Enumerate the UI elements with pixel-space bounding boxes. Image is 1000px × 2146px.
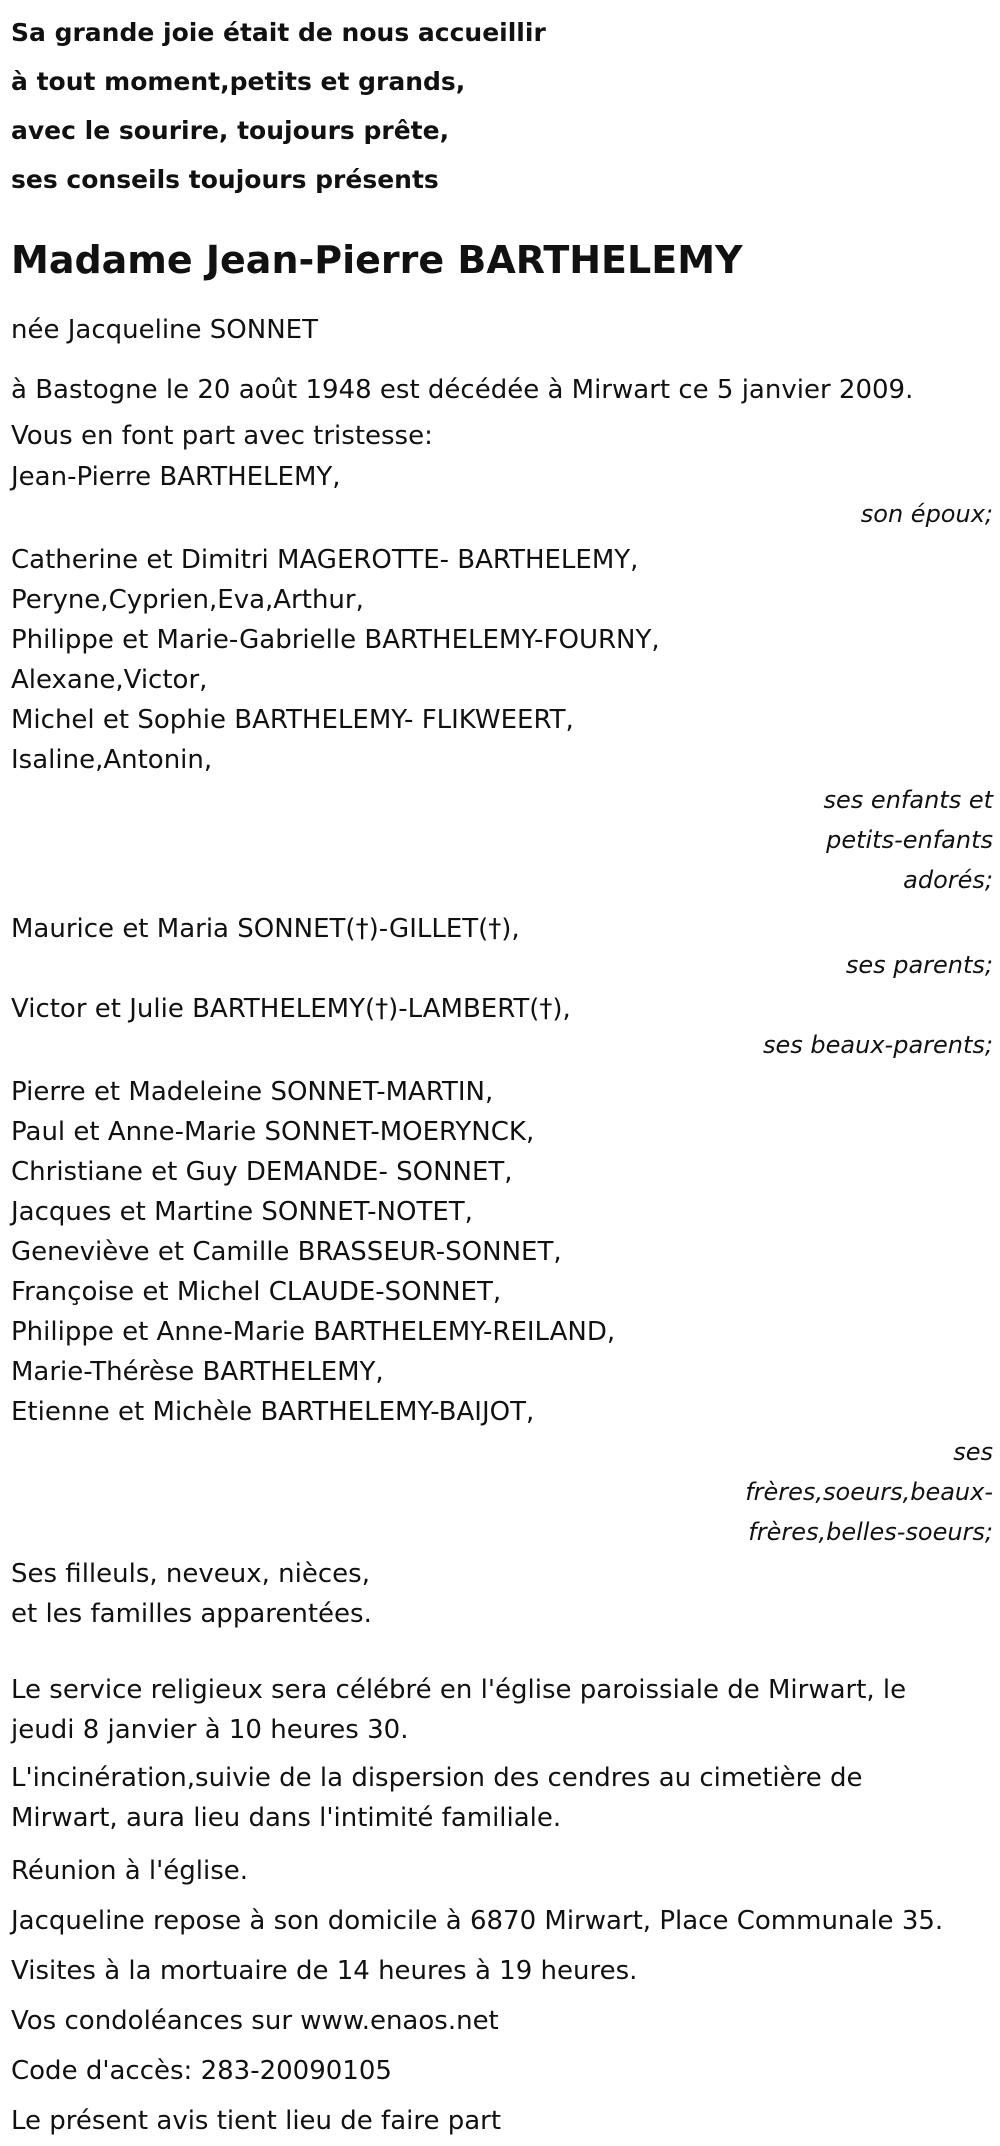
family-entry: Françoise et Michel CLAUDE-SONNET, [11, 1277, 502, 1307]
family-entry: Isaline,Antonin, [11, 745, 213, 775]
family-entry: Etienne et Michèle BARTHELEMY-BAIJOT, [11, 1397, 535, 1427]
epigraph [11, 0, 993, 204]
cremation-line: Mirwart, aura lieu dans l'intimité familiale. [11, 1803, 562, 1833]
family-entry: Paul et Anne-Marie SONNET-MOERYNCK, [11, 1117, 535, 1147]
family-entry: Catherine et Dimitri MAGEROTTE- BARTHELEMY, [11, 545, 639, 575]
deceased-name-title: Madame Jean-Pierre BARTHELEMY [11, 238, 743, 282]
family-entry: Victor et Julie BARTHELEMY(†)-LAMBERT(†), [11, 994, 571, 1024]
family-entry: Philippe et Marie-Gabrielle BARTHELEMY-FOURNY, [11, 625, 660, 655]
family-entry: Philippe et Anne-Marie BARTHELEMY-REILAND, [11, 1317, 616, 1347]
relation-label: petits-enfants [826, 826, 993, 854]
relation-label: ses beaux-parents; [763, 1031, 993, 1059]
closing-info [11, 1846, 993, 2146]
maiden-name: née Jacqueline SONNET [11, 315, 318, 345]
other-relatives [11, 1554, 993, 1634]
closing-line: Jacqueline repose à son domicile à 6870 Mirwart, Place Communale 35. [11, 1906, 944, 1936]
family-entry: Christiane et Guy DEMANDE- SONNET, [11, 1157, 513, 1187]
siblings-section [11, 1072, 993, 1552]
in-laws-section [11, 990, 993, 1062]
cremation-line: L'incinération,suivie de la dispersion des cendres au cimetière de [11, 1763, 863, 1793]
parents-section [11, 910, 993, 982]
epigraph-line: Sa grande joie était de nous accueillir [11, 18, 546, 47]
family-entry: et les familles apparentées. [11, 1599, 372, 1629]
family-entry: Ses filleuls, neveux, nièces, [11, 1559, 370, 1589]
children-section [11, 540, 993, 900]
birth-death-line: à Bastogne le 20 août 1948 est décédée à Mirwart ce 5 janvier 2009. [11, 375, 914, 405]
access-code: Code d'accès: 283-20090105 [11, 2056, 392, 2086]
family-entry: Michel et Sophie BARTHELEMY- FLIKWEERT, [11, 705, 574, 735]
relation-label: son époux; [860, 500, 993, 528]
closing-line: Visites à la mortuaire de 14 heures à 19 heures. [11, 1956, 638, 1986]
family-entry: Jacques et Martine SONNET-NOTET, [11, 1197, 473, 1227]
relation-label: ses parents; [845, 951, 993, 979]
family-entry: Alexane,Victor, [11, 665, 208, 695]
family-entry: Jean-Pierre BARTHELEMY, [11, 462, 341, 492]
closing-line: Vos condoléances sur www.enaos.net [11, 2006, 499, 2036]
cremation-info [11, 1758, 993, 1838]
relation-label: frères,soeurs,beaux- [745, 1478, 993, 1506]
epigraph-line: à tout moment,petits et grands, [11, 67, 466, 96]
family-entry: Marie-Thérèse BARTHELEMY, [11, 1357, 384, 1387]
family-entry: Maurice et Maria SONNET(†)-GILLET(†), [11, 914, 520, 944]
family-entry: Peryne,Cyprien,Eva,Arthur, [11, 585, 364, 615]
closing-line: Réunion à l'église. [11, 1856, 249, 1886]
service-line: jeudi 8 janvier à 10 heures 30. [11, 1715, 409, 1745]
family-entry: Geneviève et Camille BRASSEUR-SONNET, [11, 1237, 562, 1267]
service-info [11, 1670, 993, 1750]
epigraph-line: ses conseils toujours présents [11, 165, 439, 194]
relation-label: ses [953, 1438, 993, 1466]
family-entry: Pierre et Madeleine SONNET-MARTIN, [11, 1077, 494, 1107]
relation-label: adorés; [903, 866, 993, 894]
closing-line: Le présent avis tient lieu de faire part [11, 2106, 502, 2136]
epigraph-line: avec le sourire, toujours prête, [11, 116, 450, 145]
relation-label: frères,belles-soeurs; [748, 1518, 993, 1546]
intro-line: Vous en font part avec tristesse: [11, 421, 433, 451]
obituary-notice [11, 0, 993, 2146]
service-line: Le service religieux sera célébré en l'église paroissiale de Mirwart, le [11, 1675, 907, 1705]
relation-label: ses enfants et [823, 786, 993, 814]
spouse-section [11, 458, 993, 532]
